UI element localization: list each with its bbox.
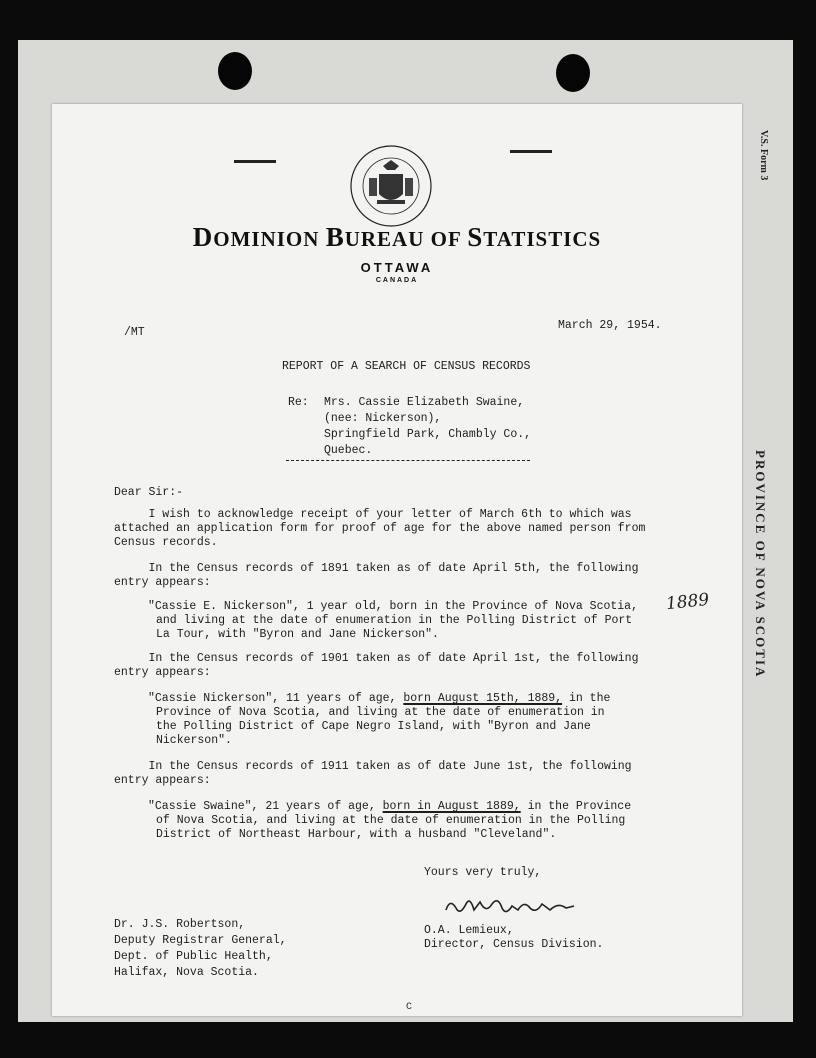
census-1901-intro-2: entry appears:: [114, 666, 211, 679]
census-1891-intro-1: In the Census records of 1891 taken as of date April 5th, the following: [114, 562, 639, 575]
footer-mark: C: [406, 1002, 413, 1013]
form-code: V.S. Form 3: [758, 130, 769, 181]
letter-date: March 29, 1954.: [558, 319, 662, 332]
department-seal-icon: [349, 144, 433, 228]
province-label: PROVINCE OF NOVA SCOTIA: [753, 450, 768, 679]
closing: Yours very truly,: [424, 866, 542, 879]
re-line-2: (nee: Nickerson),: [324, 412, 442, 425]
re-line-1: Mrs. Cassie Elizabeth Swaine,: [324, 396, 525, 409]
letter-page: [52, 104, 742, 1016]
census-1901-intro-1: In the Census records of 1901 taken as of date April 1st, the following: [114, 652, 639, 665]
census-1901-entry-3: the Polling District of Cape Negro Island, with "Byron and Jane: [156, 720, 591, 733]
letterhead-country: CANADA: [375, 277, 419, 284]
census-1901-entry-1: "Cassie Nickerson", 11 years of age, born August 15th, 1889, in the: [148, 692, 611, 705]
fold-mark-right: [510, 150, 552, 153]
census-1911-entry-1: "Cassie Swaine", 21 years of age, born in August 1889, in the Province: [148, 800, 632, 813]
re-line-4: Quebec.: [324, 444, 373, 457]
census-1891-entry-1: "Cassie E. Nickerson", 1 year old, born in the Province of Nova Scotia,: [148, 600, 638, 613]
fold-mark-left: [234, 160, 276, 163]
intro-line-3: Census records.: [114, 536, 218, 549]
intro-line-2: attached an application form for proof of age for the above named person from: [114, 522, 646, 535]
intro-line-1: I wish to acknowledge receipt of your letter of March 6th to which was: [114, 508, 632, 521]
re-label: Re:: [288, 396, 309, 409]
bureau-title: DOMINION BUREAU OF STATISTICS: [192, 222, 602, 252]
census-1901-entry-2: Province of Nova Scotia, and living at the date of enumeration in: [156, 706, 605, 719]
report-heading: REPORT OF A SEARCH OF CENSUS RECORDS: [282, 360, 531, 373]
census-1911-entry-2: of Nova Scotia, and living at the date of enumeration in the Polling: [156, 814, 626, 827]
handwritten-year: 1889: [665, 589, 711, 615]
census-1901-entry-4: Nickerson".: [156, 734, 232, 747]
census-1911-intro-2: entry appears:: [114, 774, 211, 787]
addressee-line-3: Dept. of Public Health,: [114, 950, 273, 963]
census-1891-entry-3: La Tour, with "Byron and Jane Nickerson".: [156, 628, 439, 641]
letterhead-city: OTTAWA: [360, 260, 434, 275]
addressee-line-2: Deputy Registrar General,: [114, 934, 287, 947]
census-1891-intro-2: entry appears:: [114, 576, 211, 589]
signature: [440, 892, 580, 922]
re-line-3: Springfield Park, Chambly Co.,: [324, 428, 532, 441]
re-divider: [286, 460, 530, 461]
census-1911-entry-3: District of Northeast Harbour, with a husband "Cleveland".: [156, 828, 557, 841]
punch-hole-right: [556, 54, 590, 92]
punch-hole-left: [218, 52, 252, 90]
signer-title: Director, Census Division.: [424, 938, 604, 951]
reference-code: /MT: [124, 326, 145, 339]
census-1911-intro-1: In the Census records of 1911 taken as of date June 1st, the following: [114, 760, 632, 773]
addressee-line-4: Halifax, Nova Scotia.: [114, 966, 259, 979]
signer-name: O.A. Lemieux,: [424, 924, 514, 937]
census-1891-entry-2: and living at the date of enumeration in the Polling District of Port: [156, 614, 633, 627]
addressee-line-1: Dr. J.S. Robertson,: [114, 918, 246, 931]
salutation: Dear Sir:-: [114, 486, 184, 499]
